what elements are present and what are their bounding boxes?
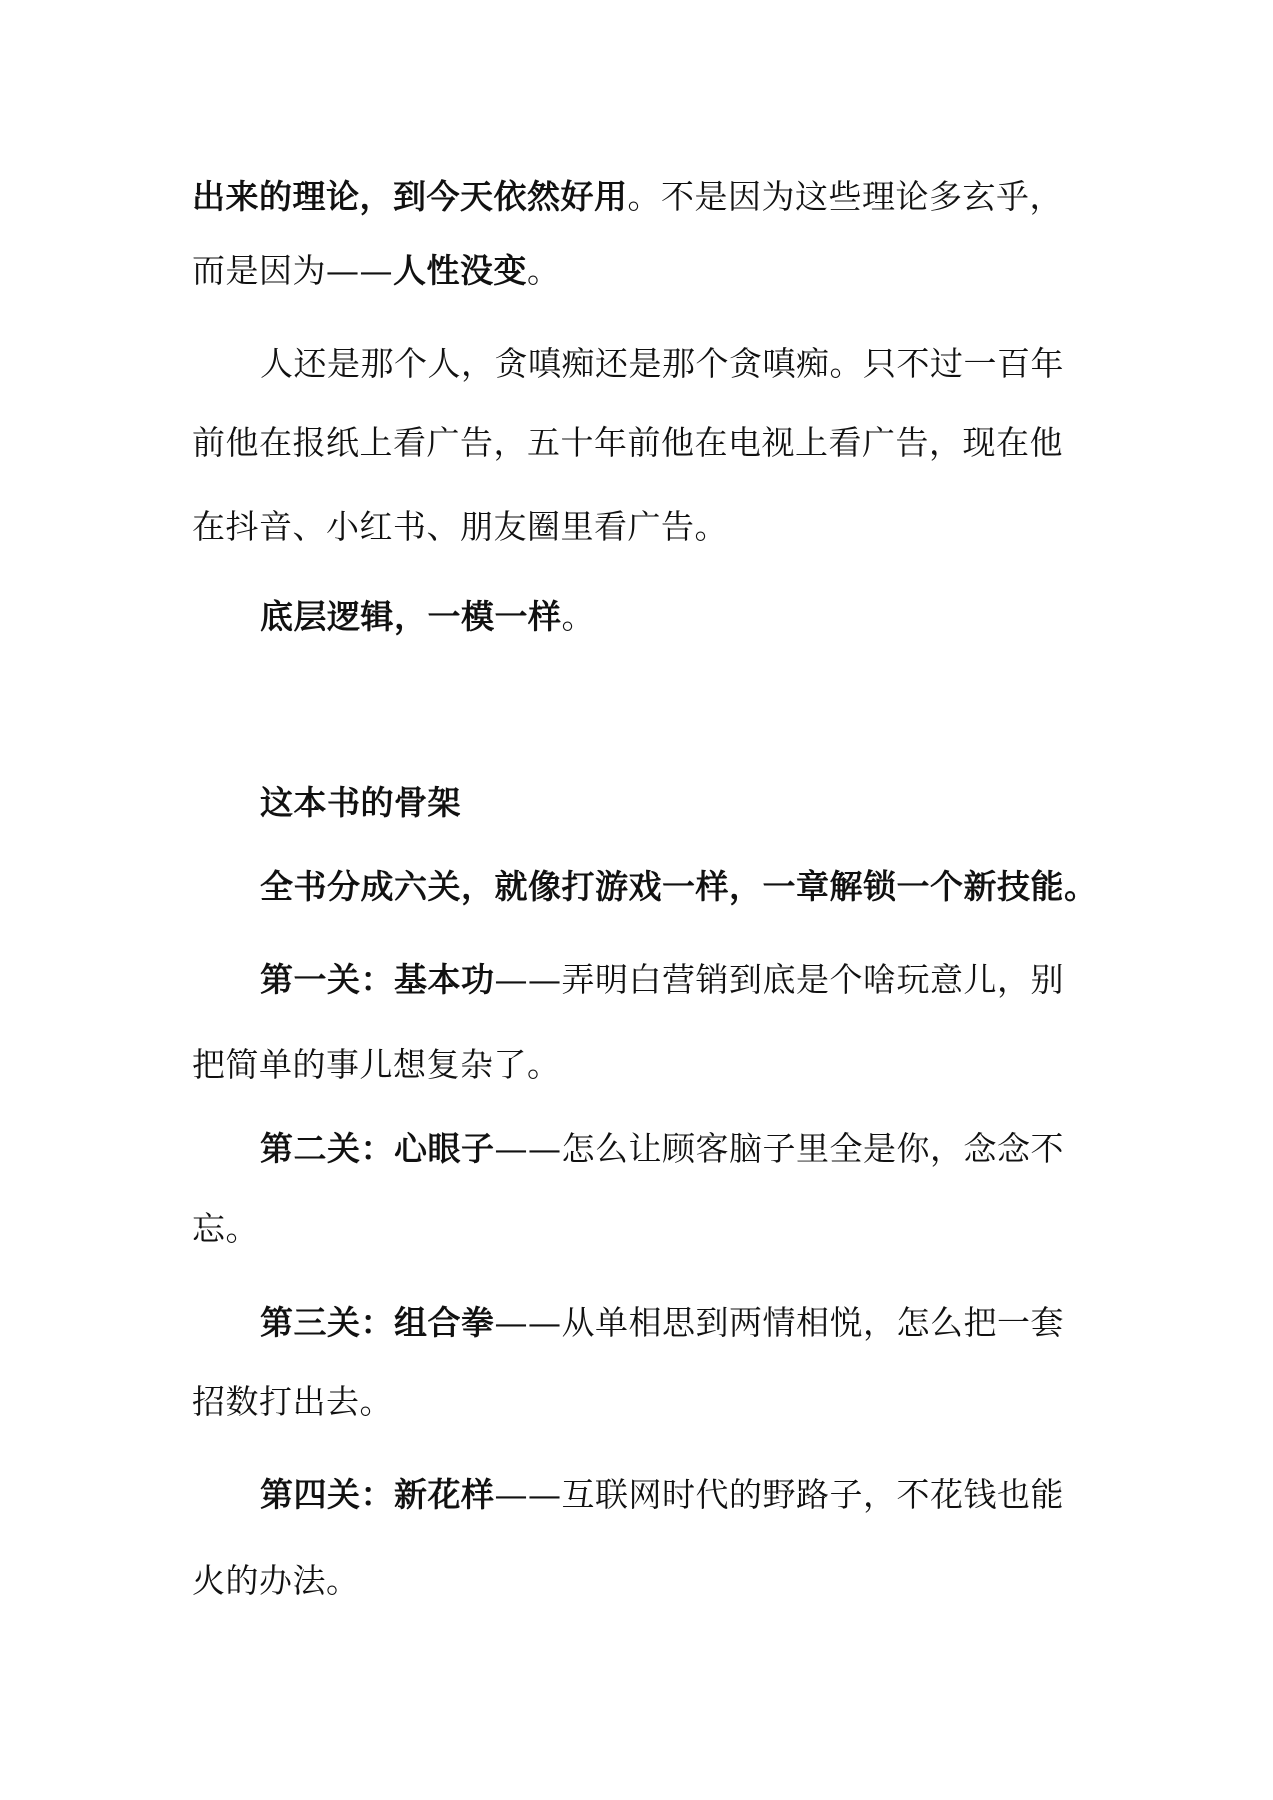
level-line <box>260 1470 1064 1520</box>
level-text: ——弄明白营销到底是个啥玩意儿，别 <box>494 960 1064 999</box>
bold-phrase: 出来的理论，到今天依然好用 <box>192 177 628 216</box>
intro-line: 全书分成六关，就像打游戏一样，一章解锁一个新技能。 <box>260 867 1098 906</box>
text-span: 。不是因为这些理论多玄乎， <box>627 177 1063 216</box>
level-text: ——互联网时代的野路子，不花钱也能 <box>494 1475 1064 1514</box>
text-span: 。 <box>561 597 595 636</box>
level-line <box>260 1298 1064 1348</box>
level-line: 火的办法。 <box>192 1561 360 1600</box>
bold-phrase: 底层逻辑，一模一样 <box>260 597 562 636</box>
level-label: 第二关：心眼子 <box>260 1129 495 1168</box>
level-line: 招数打出去。 <box>192 1382 393 1421</box>
paragraph-line <box>192 172 1063 222</box>
paragraph-line: 前他在报纸上看广告，五十年前他在电视上看广告，现在他 <box>192 423 1063 462</box>
level-label: 第四关：新花样 <box>260 1475 495 1514</box>
bold-phrase: 人性没变 <box>393 251 527 290</box>
paragraph-line: 人还是那个人，贪嗔痴还是那个贪嗔痴。只不过一百年 <box>260 344 1064 383</box>
level-line <box>260 1124 1064 1174</box>
level-text: ——怎么让顾客脑子里全是你，念念不 <box>494 1129 1064 1168</box>
level-line <box>260 955 1064 1005</box>
section-title: 这本书的骨架 <box>260 783 461 822</box>
level-line: 把简单的事儿想复杂了。 <box>192 1045 561 1084</box>
level-line: 忘。 <box>192 1209 259 1248</box>
paragraph-line <box>260 592 595 642</box>
paragraph-line <box>192 246 561 296</box>
text-span: 而是因为—— <box>192 251 393 290</box>
level-label: 第三关：组合拳 <box>260 1303 495 1342</box>
level-text: ——从单相思到两情相悦，怎么把一套 <box>494 1303 1064 1342</box>
level-label: 第一关：基本功 <box>260 960 495 999</box>
text-span: 。 <box>527 251 561 290</box>
paragraph-line: 在抖音、小红书、朋友圈里看广告。 <box>192 507 728 546</box>
